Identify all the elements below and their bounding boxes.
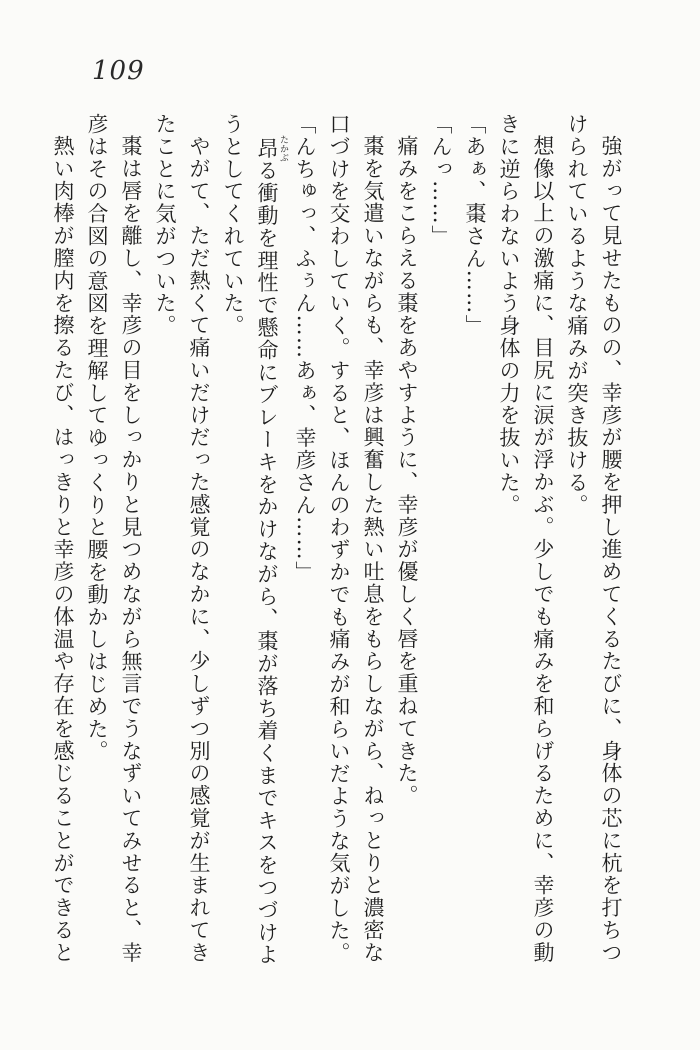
text-block xyxy=(46,113,628,971)
text-line: 熱い肉棒が膣内を擦るたび、はっきりと幸彦の体温や存在を感じることができると xyxy=(51,135,75,965)
furigana: たかぶ xyxy=(278,135,288,163)
text-line: 「んちゅっ、ふぅん……あぁ、幸彦さん……」 xyxy=(293,113,317,584)
ruby-annotated-word: 昂 たかぶ xyxy=(255,135,288,163)
text-line: やがて、ただ熱くて痛いだけだった感覚のなかに、少しずつ別の感覚が生まれてき xyxy=(187,135,211,965)
text-line: たことに気がついた。 xyxy=(153,113,177,337)
text-line: 棗は唇を離し、幸彦の目をしっかりと見つめながら無言でうなずいてみせると、幸 xyxy=(119,135,143,965)
text-line: 痛みをこらえる棗をあやすように、幸彦が優しく唇を重ねてきた。 xyxy=(395,135,419,808)
text-line: 「んっ……」 xyxy=(429,113,453,248)
text-line: 棗を気遣いながらも、幸彦は興奮した熱い吐息をもらしながら、ねっとりと濃密な xyxy=(361,135,385,965)
text-line: うとしてくれていた。 xyxy=(221,113,245,337)
text-line: 昂 たかぶる衝動を理性で懸命にブレーキをかけながら、棗が落ち着くまでキスをつづけよ xyxy=(255,135,288,967)
text-line: 「あぁ、棗さん……」 xyxy=(463,113,487,337)
text-line: 彦はその合図の意図を理解してゆっくりと腰を動かしはじめた。 xyxy=(85,113,109,763)
page-number: 109 xyxy=(92,56,145,86)
text-line: 強がって見せたものの、幸彦が腰を押し進めてくるたびに、身体の芯に杭を打ちつ xyxy=(599,135,623,965)
text-line: きに逆らわないよう身体の力を抜いた。 xyxy=(497,113,521,517)
text-line: けられているような痛みが突き抜ける。 xyxy=(565,113,589,517)
text-line: 想像以上の激痛に、目尻に涙が浮かぶ。少しでも痛みを和らげるために、幸彦の動 xyxy=(531,135,555,965)
text-line: 口づけを交わしていく。すると、ほんのわずかでも痛みが和らいだような気がした。 xyxy=(327,113,351,965)
